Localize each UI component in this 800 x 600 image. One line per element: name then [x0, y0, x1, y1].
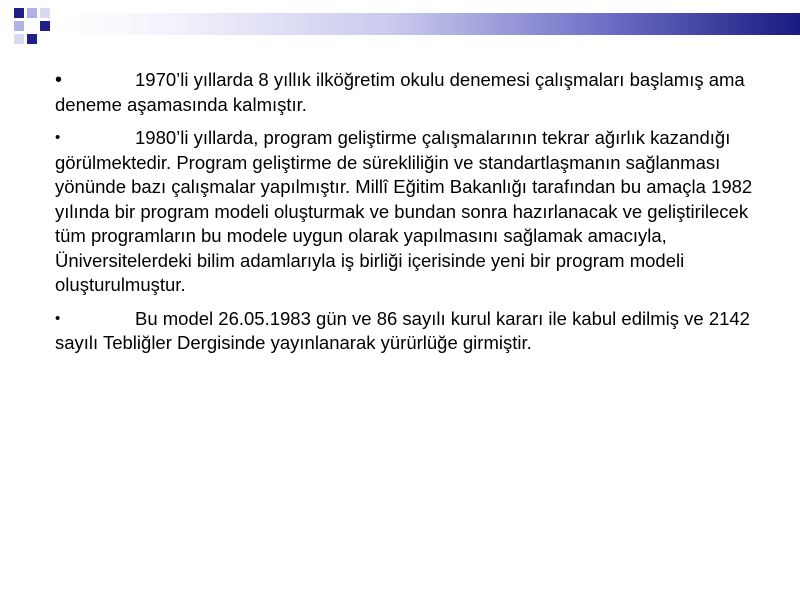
bullet-text: Bu model 26.05.1983 gün ve 86 sayılı kurul kararı ile kabul edilmiş ve 2142 sayılı Tebliğler Dergisinde yayınlanarak yürürlüğe girmiştir.: [55, 307, 750, 353]
decor-square: [14, 21, 24, 31]
decor-square: [14, 8, 24, 18]
bullet-item: [55, 126, 755, 298]
bullet-item: [55, 68, 755, 117]
bullet-marker: •: [55, 129, 61, 146]
decor-square: [14, 34, 24, 44]
bullet-item: [55, 307, 755, 356]
header-gradient-bar: [64, 13, 800, 35]
decor-square: [40, 8, 50, 18]
bullet-text: 1980’li yıllarda, program geliştirme çalışmalarının tekrar ağırlık kazandığı görülmektedir. Program geliştirme de sürekliliğin ve standartlaşmanın sağlanması yönünde bazı çalışmalar yapılmıştır. Millî Eğitim Bakanlığı tarafından bu amaçla 1982 yılında bir program modeli oluşturmak ve bundan sonra hazırlanacak ve geliştirilecek tüm programların bu modele uygun olarak yapılmasını sağlamak amacıyla, Üniversitelerdeki bilim adamlarıyla iş birliği içerisinde yeni bir program modeli oluşturulmuştur.: [55, 127, 753, 295]
bullet-marker: •: [55, 69, 63, 91]
bullet-marker: •: [55, 309, 61, 327]
decor-square: [27, 8, 37, 18]
decor-square: [40, 21, 50, 31]
bullet-text: 1970’li yıllarda 8 yıllık ilköğretim okulu denemesi çalışmaları başlamış ama deneme aşamasında kalmıştır.: [55, 69, 745, 115]
decor-square: [27, 34, 37, 44]
bullet-list: [55, 68, 755, 365]
